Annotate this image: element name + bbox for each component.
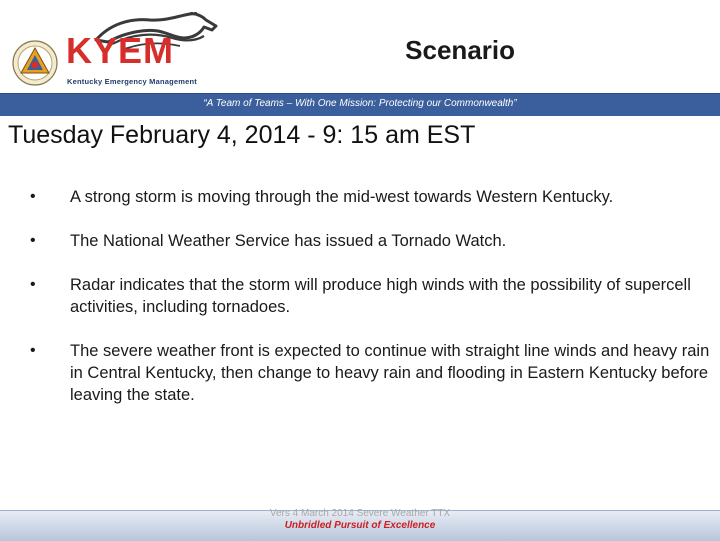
bullet-item [30,230,710,252]
bullet-item [30,340,710,406]
bullet-icon: • [30,188,36,205]
bullet-icon: • [30,232,36,249]
page-header-title: Scenario [405,35,515,65]
bullet-icon: • [30,342,36,359]
bullet-text: A strong storm is moving through the mid-west towards Western Kentucky. [70,188,614,206]
kyem-seal-icon [12,40,58,86]
bullet-icon: • [30,276,36,293]
bullet-item [30,274,710,318]
bullet-text: The National Weather Service has issued a Tornado Watch. [70,232,507,250]
slide-header [0,0,720,92]
footer-version-text: Vers 4 March 2014 Severe Weather TTX [269,508,451,519]
bullet-text: The severe weather front is expected to continue with straight line winds and heavy rain in Central Kentucky, then change to heavy rain and flooding in Eastern Kentucky before leaving the state. [70,342,710,404]
bullet-list [30,186,710,428]
motto-text: “A Team of Teams – With One Mission: Protecting our Commonwealth” [203,98,517,109]
motto-banner [0,93,720,116]
logo-subtitle: Kentucky Emergency Management [67,77,198,86]
slide-title: Tuesday February 4, 2014 - 9: 15 am EST [8,121,476,149]
bullet-item [30,186,710,208]
footer-tagline: Unbridled Pursuit of Excellence [284,520,436,531]
bullet-text: Radar indicates that the storm will produce high winds with the possibility of supercell activities, including tornadoes. [70,276,691,316]
logo-wordmark: KYEM [66,30,175,71]
